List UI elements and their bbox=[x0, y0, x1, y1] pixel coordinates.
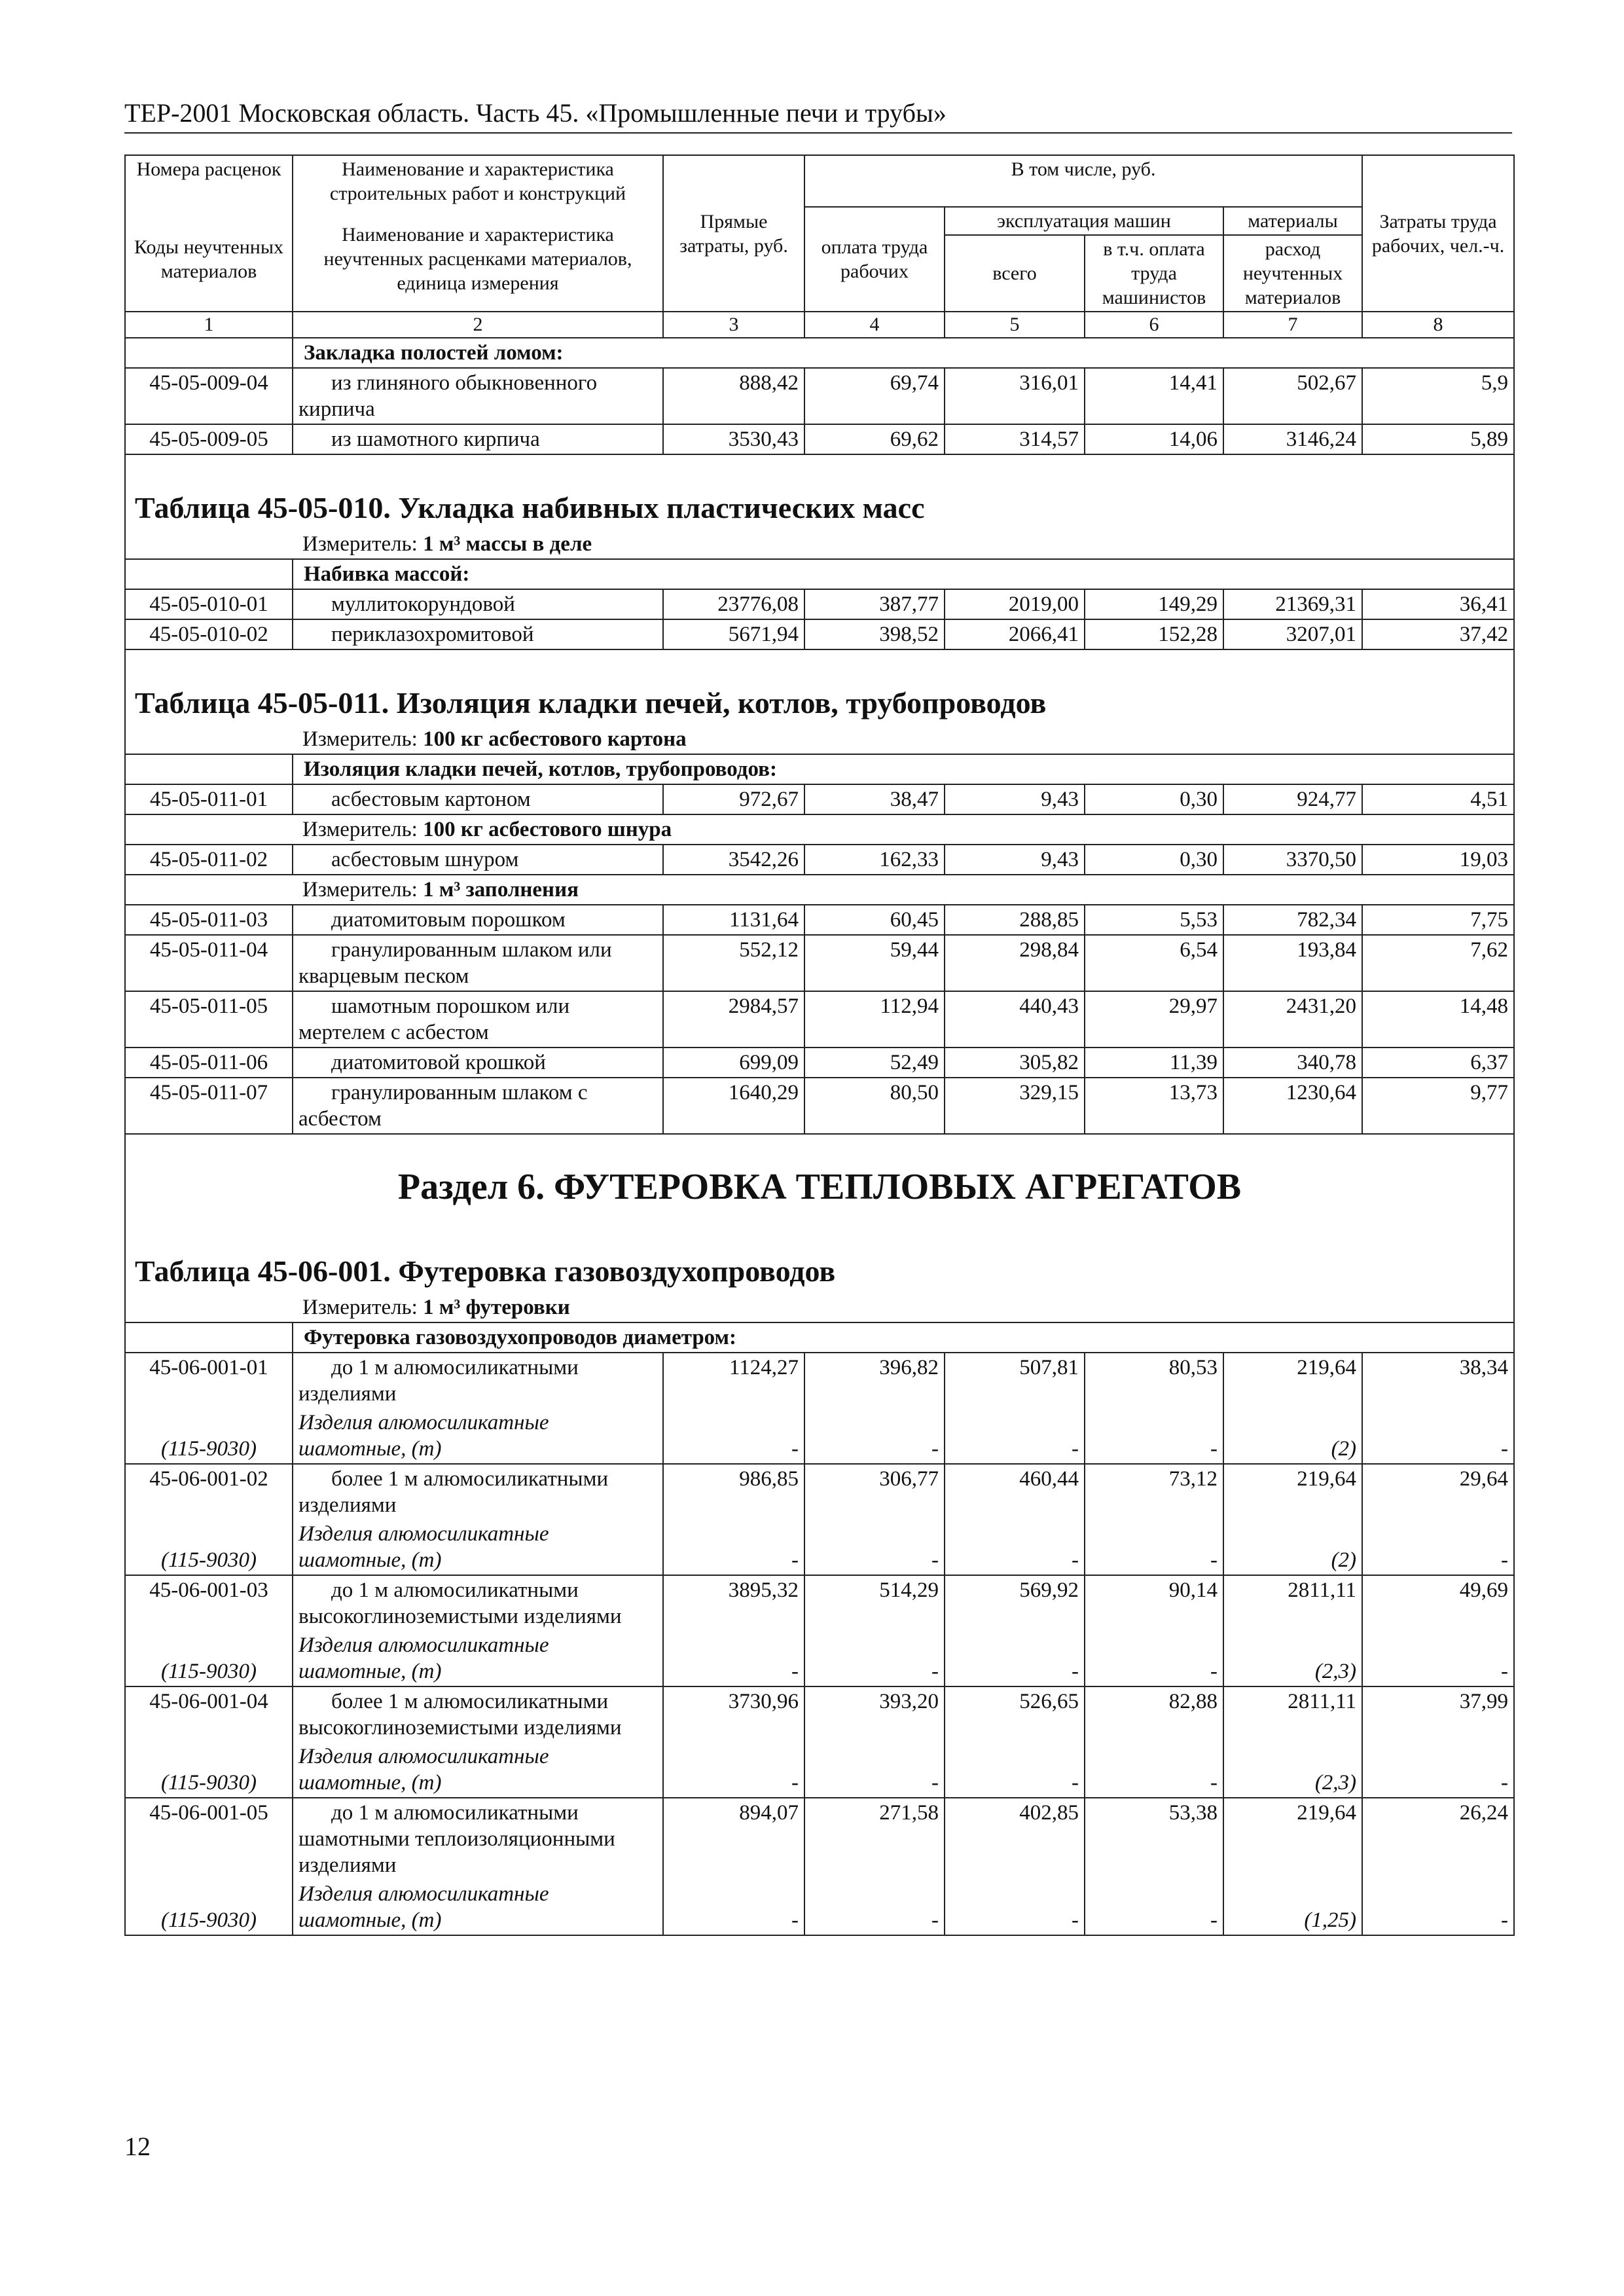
group-label: Закладка полостей ломом: bbox=[293, 338, 1514, 368]
meter-value: 100 кг асбестового картона bbox=[423, 727, 687, 751]
value-cell: 305,82 bbox=[945, 1048, 1085, 1078]
material-row bbox=[125, 1631, 1514, 1686]
rate-name: из шамотного кирпича bbox=[293, 424, 663, 454]
value-cell: 514,29 bbox=[804, 1575, 945, 1631]
material-value: - bbox=[1085, 1742, 1223, 1798]
value-cell: 4,51 bbox=[1362, 784, 1514, 814]
material-value: - bbox=[1362, 1408, 1514, 1464]
value-cell: 2811,11 bbox=[1223, 1686, 1362, 1742]
value-cell: 306,77 bbox=[804, 1464, 945, 1520]
header-row-2 bbox=[125, 207, 1514, 235]
material-code: (115-9030) bbox=[125, 1408, 293, 1464]
rate-code: 45-05-011-03 bbox=[125, 905, 293, 935]
col-number: 2 bbox=[293, 312, 663, 338]
head-machines-total: всего bbox=[945, 235, 1085, 312]
rate-name: периклазохромитовой bbox=[293, 619, 663, 649]
value-cell: 162,33 bbox=[804, 845, 945, 875]
meter bbox=[125, 530, 1514, 559]
material-name: Изделия алюмосиликатные шамотные, (т) bbox=[293, 1631, 663, 1686]
rate-name: до 1 м алюмосиликатными высокоглиноземистыми изделиями bbox=[293, 1575, 663, 1631]
head-materials-unaccounted: расход неучтенных материалов bbox=[1223, 235, 1362, 312]
table-row bbox=[125, 424, 1514, 454]
head-materials: материалы bbox=[1223, 207, 1362, 235]
material-value: - bbox=[804, 1520, 945, 1575]
value-cell: 3895,32 bbox=[663, 1575, 804, 1631]
value-cell: 80,53 bbox=[1085, 1353, 1223, 1408]
table-title: Таблица 45-06-001. Футеровка газовоздухопроводов bbox=[125, 1218, 1514, 1293]
material-code: (115-9030) bbox=[125, 1520, 293, 1575]
material-value: - bbox=[945, 1880, 1085, 1935]
rate-code: 45-05-009-05 bbox=[125, 424, 293, 454]
rate-code: 45-06-001-03 bbox=[125, 1575, 293, 1631]
table-row bbox=[125, 1575, 1514, 1631]
table-row bbox=[125, 784, 1514, 814]
rate-name: асбестовым картоном bbox=[293, 784, 663, 814]
value-cell: 5,89 bbox=[1362, 424, 1514, 454]
meter-value: 1 м³ заполнения bbox=[423, 878, 579, 902]
value-cell: 37,42 bbox=[1362, 619, 1514, 649]
rate-code: 45-05-009-04 bbox=[125, 368, 293, 424]
value-cell: 112,94 bbox=[804, 991, 945, 1048]
group-label: Изоляция кладки печей, котлов, трубопроводов: bbox=[293, 754, 1514, 784]
meter-value: 1 м³ футеровки bbox=[423, 1296, 570, 1319]
rate-code: 45-05-011-01 bbox=[125, 784, 293, 814]
meter-row bbox=[125, 725, 1514, 754]
material-name: Изделия алюмосиликатные шамотные, (т) bbox=[293, 1520, 663, 1575]
table-row bbox=[125, 991, 1514, 1048]
material-name: Изделия алюмосиликатные шамотные, (т) bbox=[293, 1408, 663, 1464]
value-cell: 1124,27 bbox=[663, 1353, 804, 1408]
value-cell: 329,15 bbox=[945, 1078, 1085, 1134]
value-cell: 569,92 bbox=[945, 1575, 1085, 1631]
column-numbers-row bbox=[125, 312, 1514, 338]
rate-code: 45-06-001-04 bbox=[125, 1686, 293, 1742]
material-code: (115-9030) bbox=[125, 1880, 293, 1935]
head-including: В том числе, руб. bbox=[804, 155, 1362, 207]
value-cell: 298,84 bbox=[945, 935, 1085, 991]
table-row bbox=[125, 905, 1514, 935]
value-cell: 782,34 bbox=[1223, 905, 1362, 935]
head-direct-costs: Прямые затраты, руб. bbox=[663, 155, 804, 312]
material-value: - bbox=[945, 1408, 1085, 1464]
value-cell: 894,07 bbox=[663, 1798, 804, 1880]
value-cell: 52,49 bbox=[804, 1048, 945, 1078]
material-value: - bbox=[945, 1742, 1085, 1798]
meter-label: Измеритель: bbox=[302, 878, 418, 902]
material-value: - bbox=[1362, 1742, 1514, 1798]
table-row bbox=[125, 845, 1514, 875]
value-cell: 888,42 bbox=[663, 368, 804, 424]
value-cell: 1640,29 bbox=[663, 1078, 804, 1134]
value-cell: 14,06 bbox=[1085, 424, 1223, 454]
material-value: - bbox=[1362, 1880, 1514, 1935]
value-cell: 53,38 bbox=[1085, 1798, 1223, 1880]
value-cell: 3542,26 bbox=[663, 845, 804, 875]
value-cell: 393,20 bbox=[804, 1686, 945, 1742]
meter-label: Измеритель: bbox=[302, 727, 418, 751]
rate-code: 45-06-001-05 bbox=[125, 1798, 293, 1880]
value-cell: 9,43 bbox=[945, 845, 1085, 875]
rate-name: муллитокорундовой bbox=[293, 589, 663, 619]
meter bbox=[125, 875, 1514, 905]
value-cell: 152,28 bbox=[1085, 619, 1223, 649]
rate-name: диатомитовым порошком bbox=[293, 905, 663, 935]
material-value: - bbox=[663, 1631, 804, 1686]
material-value: - bbox=[1362, 1631, 1514, 1686]
value-cell: 5,9 bbox=[1362, 368, 1514, 424]
head-machines-labor: в т.ч. оплата труда машинистов bbox=[1085, 235, 1223, 312]
page-number: 12 bbox=[124, 2132, 151, 2161]
meter-label: Измеритель: bbox=[302, 532, 418, 556]
material-value: - bbox=[1085, 1880, 1223, 1935]
value-cell: 149,29 bbox=[1085, 589, 1223, 619]
value-cell: 13,73 bbox=[1085, 1078, 1223, 1134]
rate-code: 45-05-011-06 bbox=[125, 1048, 293, 1078]
rate-name: диатомитовой крошкой bbox=[293, 1048, 663, 1078]
group-label: Футеровка газовоздухопроводов диаметром: bbox=[293, 1322, 1514, 1353]
rate-name: более 1 м алюмосиликатными высокоглиноземистыми изделиями bbox=[293, 1686, 663, 1742]
value-cell: 3530,43 bbox=[663, 424, 804, 454]
table-row bbox=[125, 368, 1514, 424]
head-col1-bottom: Коды неучтенных материалов bbox=[125, 207, 293, 312]
group-row bbox=[125, 338, 1514, 368]
material-value: - bbox=[663, 1520, 804, 1575]
table-row bbox=[125, 1353, 1514, 1408]
value-cell: 90,14 bbox=[1085, 1575, 1223, 1631]
value-cell: 21369,31 bbox=[1223, 589, 1362, 619]
group-spacer bbox=[125, 754, 293, 784]
table-title-row bbox=[125, 649, 1514, 725]
value-cell: 5,53 bbox=[1085, 905, 1223, 935]
col-number: 5 bbox=[945, 312, 1085, 338]
meter-row bbox=[125, 530, 1514, 559]
value-cell: 316,01 bbox=[945, 368, 1085, 424]
value-cell: 398,52 bbox=[804, 619, 945, 649]
material-code: (115-9030) bbox=[125, 1742, 293, 1798]
material-value: - bbox=[663, 1408, 804, 1464]
meter-label: Измеритель: bbox=[302, 818, 418, 841]
value-cell: 924,77 bbox=[1223, 784, 1362, 814]
value-cell: 6,54 bbox=[1085, 935, 1223, 991]
value-cell: 3207,01 bbox=[1223, 619, 1362, 649]
material-value: - bbox=[1085, 1408, 1223, 1464]
section-row bbox=[125, 1134, 1514, 1218]
value-cell: 26,24 bbox=[1362, 1798, 1514, 1880]
table-row bbox=[125, 1048, 1514, 1078]
material-value: - bbox=[663, 1880, 804, 1935]
value-cell: 82,88 bbox=[1085, 1686, 1223, 1742]
value-cell: 193,84 bbox=[1223, 935, 1362, 991]
material-value: - bbox=[804, 1880, 945, 1935]
table-row bbox=[125, 1686, 1514, 1742]
material-value: (2) bbox=[1223, 1520, 1362, 1575]
value-cell: 986,85 bbox=[663, 1464, 804, 1520]
col-number: 1 bbox=[125, 312, 293, 338]
rate-name: гранулированным шлаком или кварцевым песком bbox=[293, 935, 663, 991]
value-cell: 80,50 bbox=[804, 1078, 945, 1134]
col-number: 6 bbox=[1085, 312, 1223, 338]
table-title-row bbox=[125, 1218, 1514, 1293]
value-cell: 14,41 bbox=[1085, 368, 1223, 424]
value-cell: 1230,64 bbox=[1223, 1078, 1362, 1134]
value-cell: 38,34 bbox=[1362, 1353, 1514, 1408]
material-value: - bbox=[945, 1520, 1085, 1575]
value-cell: 14,48 bbox=[1362, 991, 1514, 1048]
value-cell: 396,82 bbox=[804, 1353, 945, 1408]
rate-code: 45-05-010-01 bbox=[125, 589, 293, 619]
rate-code: 45-06-001-02 bbox=[125, 1464, 293, 1520]
value-cell: 271,58 bbox=[804, 1798, 945, 1880]
meter bbox=[125, 725, 1514, 754]
material-value: - bbox=[804, 1631, 945, 1686]
col-number: 3 bbox=[663, 312, 804, 338]
table-row bbox=[125, 1464, 1514, 1520]
table-row bbox=[125, 935, 1514, 991]
value-cell: 59,44 bbox=[804, 935, 945, 991]
value-cell: 3146,24 bbox=[1223, 424, 1362, 454]
material-value: (1,25) bbox=[1223, 1880, 1362, 1935]
material-value: - bbox=[1085, 1631, 1223, 1686]
price-table bbox=[124, 155, 1515, 1936]
value-cell: 37,99 bbox=[1362, 1686, 1514, 1742]
head-col2-bottom: Наименование и характеристика неучтенных расценками материалов, единица измерения bbox=[293, 207, 663, 312]
value-cell: 36,41 bbox=[1362, 589, 1514, 619]
group-label: Набивка массой: bbox=[293, 559, 1514, 589]
value-cell: 38,47 bbox=[804, 784, 945, 814]
material-value: - bbox=[804, 1408, 945, 1464]
rate-name: из глиняного обыкновенного кирпича bbox=[293, 368, 663, 424]
rate-code: 45-05-011-02 bbox=[125, 845, 293, 875]
meter bbox=[125, 1293, 1514, 1322]
value-cell: 340,78 bbox=[1223, 1048, 1362, 1078]
document-header: ТЕР-2001 Московская область. Часть 45. «Промышленные печи и трубы» bbox=[124, 98, 1512, 134]
rate-code: 45-05-011-05 bbox=[125, 991, 293, 1048]
meter-row bbox=[125, 814, 1514, 845]
table-title-row bbox=[125, 454, 1514, 530]
value-cell: 552,12 bbox=[663, 935, 804, 991]
value-cell: 73,12 bbox=[1085, 1464, 1223, 1520]
rate-code: 45-05-010-02 bbox=[125, 619, 293, 649]
value-cell: 5671,94 bbox=[663, 619, 804, 649]
meter bbox=[125, 814, 1514, 845]
meter-row bbox=[125, 1293, 1514, 1322]
material-row bbox=[125, 1520, 1514, 1575]
value-cell: 29,97 bbox=[1085, 991, 1223, 1048]
value-cell: 219,64 bbox=[1223, 1798, 1362, 1880]
value-cell: 0,30 bbox=[1085, 784, 1223, 814]
value-cell: 9,43 bbox=[945, 784, 1085, 814]
value-cell: 7,62 bbox=[1362, 935, 1514, 991]
value-cell: 2984,57 bbox=[663, 991, 804, 1048]
table-row bbox=[125, 589, 1514, 619]
value-cell: 219,64 bbox=[1223, 1353, 1362, 1408]
rate-code: 45-05-011-07 bbox=[125, 1078, 293, 1134]
value-cell: 2066,41 bbox=[945, 619, 1085, 649]
value-cell: 49,69 bbox=[1362, 1575, 1514, 1631]
value-cell: 288,85 bbox=[945, 905, 1085, 935]
table-row bbox=[125, 1798, 1514, 1880]
group-spacer bbox=[125, 1322, 293, 1353]
value-cell: 402,85 bbox=[945, 1798, 1085, 1880]
table-row bbox=[125, 1078, 1514, 1134]
value-cell: 0,30 bbox=[1085, 845, 1223, 875]
value-cell: 7,75 bbox=[1362, 905, 1514, 935]
value-cell: 2431,20 bbox=[1223, 991, 1362, 1048]
value-cell: 29,64 bbox=[1362, 1464, 1514, 1520]
rate-name: более 1 м алюмосиликатными изделиями bbox=[293, 1464, 663, 1520]
rate-name: до 1 м алюмосиликатными шамотными теплоизоляционными изделиями bbox=[293, 1798, 663, 1880]
head-col1-top: Номера расценок bbox=[125, 155, 293, 207]
col-number: 4 bbox=[804, 312, 945, 338]
value-cell: 314,57 bbox=[945, 424, 1085, 454]
meter-value: 1 м³ массы в деле bbox=[423, 532, 592, 556]
group-spacer bbox=[125, 559, 293, 589]
material-code: (115-9030) bbox=[125, 1631, 293, 1686]
rate-code: 45-05-011-04 bbox=[125, 935, 293, 991]
table-row bbox=[125, 619, 1514, 649]
material-value: - bbox=[945, 1631, 1085, 1686]
rate-name: асбестовым шнуром bbox=[293, 845, 663, 875]
material-value: (2) bbox=[1223, 1408, 1362, 1464]
rate-name: до 1 м алюмосиликатными изделиями bbox=[293, 1353, 663, 1408]
material-value: - bbox=[1085, 1520, 1223, 1575]
value-cell: 699,09 bbox=[663, 1048, 804, 1078]
value-cell: 219,64 bbox=[1223, 1464, 1362, 1520]
value-cell: 460,44 bbox=[945, 1464, 1085, 1520]
group-row bbox=[125, 754, 1514, 784]
material-value: - bbox=[804, 1742, 945, 1798]
value-cell: 440,43 bbox=[945, 991, 1085, 1048]
value-cell: 69,74 bbox=[804, 368, 945, 424]
head-col2-top: Наименование и характеристика строительных работ и конструкций bbox=[293, 155, 663, 207]
table-title: Таблица 45-05-010. Укладка набивных пластических масс bbox=[125, 454, 1514, 530]
group-row bbox=[125, 559, 1514, 589]
value-cell: 19,03 bbox=[1362, 845, 1514, 875]
material-row bbox=[125, 1742, 1514, 1798]
material-row bbox=[125, 1880, 1514, 1935]
table-title: Таблица 45-05-011. Изоляция кладки печей, котлов, трубопроводов bbox=[125, 649, 1514, 725]
head-machines: эксплуатация машин bbox=[945, 207, 1223, 235]
meter-value: 100 кг асбестового шнура bbox=[423, 818, 672, 841]
value-cell: 23776,08 bbox=[663, 589, 804, 619]
value-cell: 502,67 bbox=[1223, 368, 1362, 424]
group-row bbox=[125, 1322, 1514, 1353]
rate-name: гранулированным шлаком с асбестом bbox=[293, 1078, 663, 1134]
col-number: 8 bbox=[1362, 312, 1514, 338]
section-title: Раздел 6. ФУТЕРОВКА ТЕПЛОВЫХ АГРЕГАТОВ bbox=[125, 1134, 1514, 1218]
value-cell: 1131,64 bbox=[663, 905, 804, 935]
rate-code: 45-06-001-01 bbox=[125, 1353, 293, 1408]
value-cell: 387,77 bbox=[804, 589, 945, 619]
value-cell: 2019,00 bbox=[945, 589, 1085, 619]
value-cell: 11,39 bbox=[1085, 1048, 1223, 1078]
material-value: - bbox=[1362, 1520, 1514, 1575]
value-cell: 9,77 bbox=[1362, 1078, 1514, 1134]
head-labor-cost: Затраты труда рабочих, чел.-ч. bbox=[1362, 155, 1514, 312]
meter-label: Измеритель: bbox=[302, 1296, 418, 1319]
material-value: - bbox=[663, 1742, 804, 1798]
value-cell: 60,45 bbox=[804, 905, 945, 935]
header-row-1 bbox=[125, 155, 1514, 207]
material-name: Изделия алюмосиликатные шамотные, (т) bbox=[293, 1880, 663, 1935]
value-cell: 69,62 bbox=[804, 424, 945, 454]
value-cell: 972,67 bbox=[663, 784, 804, 814]
value-cell: 526,65 bbox=[945, 1686, 1085, 1742]
material-value: (2,3) bbox=[1223, 1631, 1362, 1686]
head-labor: оплата труда рабочих bbox=[804, 207, 945, 312]
meter-row bbox=[125, 875, 1514, 905]
rate-name: шамотным порошком или мертелем с асбестом bbox=[293, 991, 663, 1048]
value-cell: 507,81 bbox=[945, 1353, 1085, 1408]
material-value: (2,3) bbox=[1223, 1742, 1362, 1798]
material-name: Изделия алюмосиликатные шамотные, (т) bbox=[293, 1742, 663, 1798]
col-number: 7 bbox=[1223, 312, 1362, 338]
group-spacer bbox=[125, 338, 293, 368]
value-cell: 3370,50 bbox=[1223, 845, 1362, 875]
material-row bbox=[125, 1408, 1514, 1464]
value-cell: 2811,11 bbox=[1223, 1575, 1362, 1631]
value-cell: 3730,96 bbox=[663, 1686, 804, 1742]
value-cell: 6,37 bbox=[1362, 1048, 1514, 1078]
